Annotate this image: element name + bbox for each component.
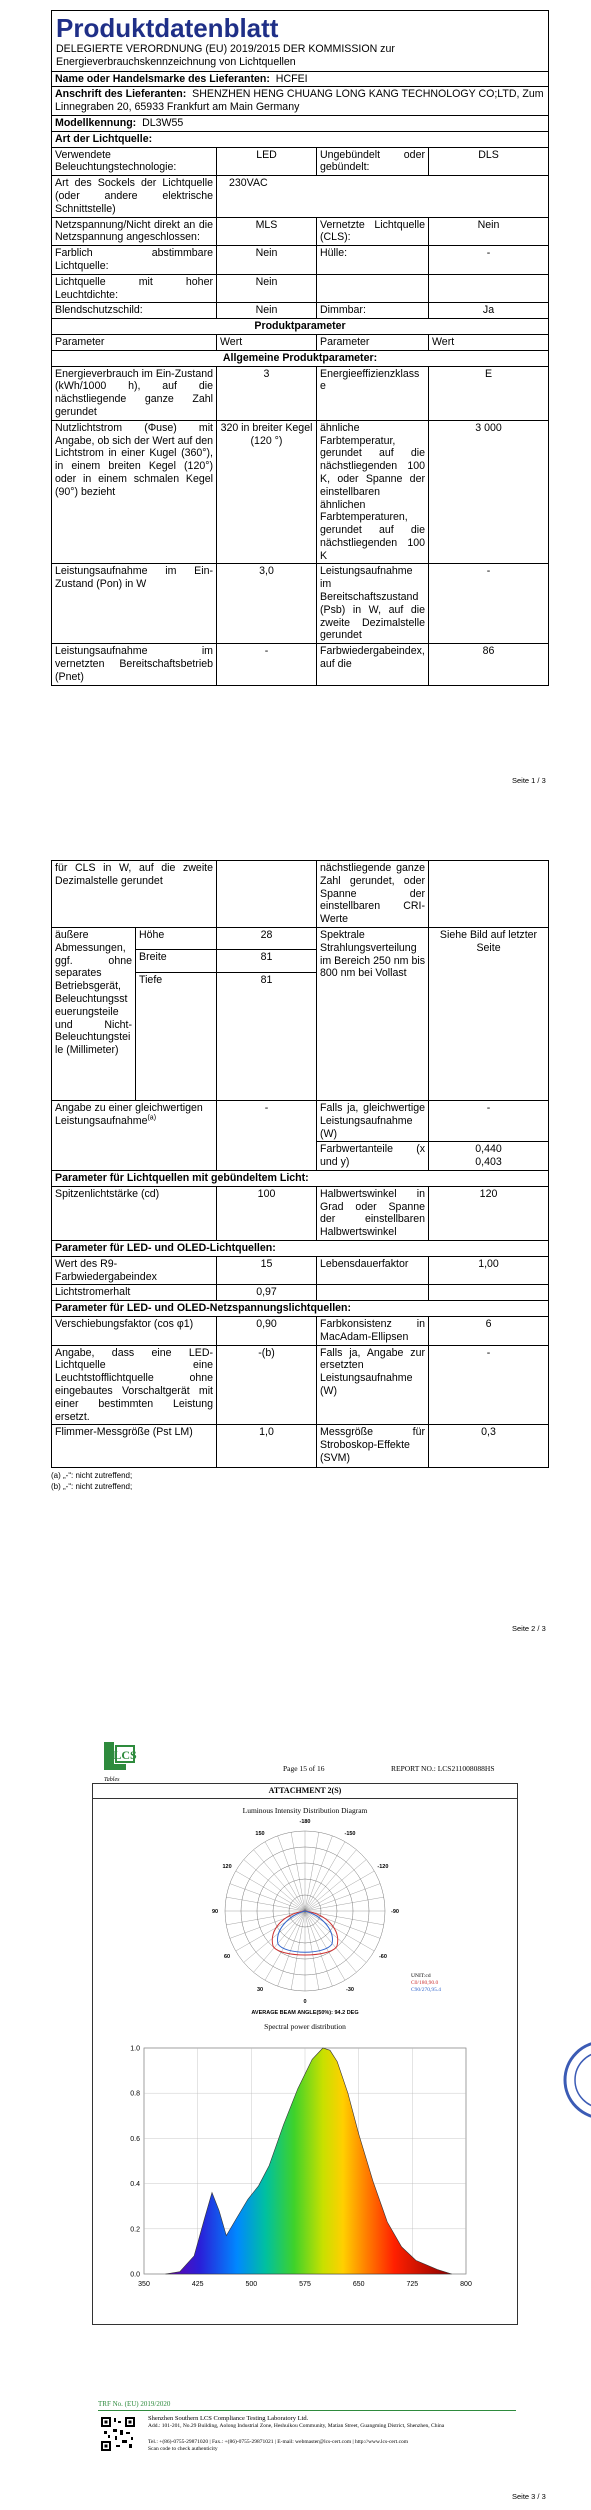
trf-number: TRF No. (EU) 2019/2020 [98,2400,171,2408]
polar-unit: UNIT:cd [411,1973,431,1979]
address-label: Anschrift des Lieferanten: [55,88,187,101]
column-header: Wert [429,334,549,350]
address-value: SHENZHEN HENG CHUANG LONG KANG TECHNOLOGY CO;LTD, Zum Linnegraben 20, 65933 Frankfurt am Main Germany [55,88,544,114]
page-number: Seite 1 / 3 [512,776,546,785]
regulation-text: DELEGIERTE VERORDNUNG (EU) 2019/2015 DER KOMMISSION zur Energieverbrauchskennzeichnung von Lichtquellen [56,43,395,68]
polar-legend-c0: C0/180,90.0 [411,1980,439,1986]
cell-label: Art des Sockels der Lichtquelle (oder andere elektrische Schnittstelle) [52,176,217,217]
table-row [52,303,549,319]
spd-y-tick: 0.6 [130,2135,140,2143]
page-number: Seite 3 / 3 [512,2492,546,2501]
dimension-value: 28 [217,927,317,950]
dimension-value: 81 [217,972,317,1100]
polar-angle-label: 90 [211,1909,219,1915]
polar-angle-label: -30 [346,1986,354,1993]
replace-label: Angabe, dass eine LED-Lichtquelle eine Leuchtstofflichtquelle ohne eingebautes Vorschaltgerät mit einer bestimmten Leistung ersetzt. [52,1345,217,1425]
report-footer-rule [98,2410,516,2411]
polar-legend-c90: C90/270,95.4 [411,1987,441,1993]
cell-value: 230VAC [217,176,549,217]
cell-value: 320 in breiter Kegel (120 °) [217,420,317,564]
table-row [52,366,549,420]
spd-y-tick: 1.0 [130,2045,140,2053]
equiv-right-label: Falls ja, gleichwertige Leistungsaufnahme (W) [317,1100,429,1141]
model-label: Modellkennung: [55,116,137,129]
lab-name: Shenzhen Southern LCS Compliance Testing Laboratory Ltd. [148,2415,309,2422]
cell-label: Farblich abstimmbare Lichtquelle: [52,246,217,275]
cell-label: ähnliche Farbtemperatur, gerundet auf die nächstliegenden 100 K, oder Spanne der einstellbaren ähnlichen Farbtemperaturen, gerundet auf die nächstliegenden 100 K [317,420,429,564]
product-data-table-part2: für CLS in W, auf die zweite Dezimalstelle gerundet nächstliegende ganze Zahl gerundet, oder Spanne der einstellbaren CRI-Werte äußere Abmessungen, ggf. ohne separates Betriebsgerät, Beleuchtungssteuerungsteile und Nicht-Beleuchtungsteile (Millimeter) Höhe 28 Spektrale Strahlungsverteilung im Bereich 250 nm bis 800 nm bei Vollast Siehe Bild auf letzter Seite Breite 81 Tiefe 81 Angabe zu einer gleichwertigen Leistungsaufnahme$^{(a)}$ - Falls ja, gleichwertige Leistungsaufnahme (W) - Farbwertanteile (x und y) 0,440 0,403 Parameter für Lichtquellen mit gebündeltem Licht: Spitzenlichtstärke (cd) 100 Halbwertswinkel in Grad oder Spanne der einstellbaren Halbwertswinkel 120 Parameter für LED- und OLED-Lichtquellen: Wert des R9-Farbwiedergabeindex 15 Lebensdauerfaktor 1,00 Lichtstromerhalt 0,97 Parameter für LED- und OLED-Netzspannungslichtquellen: Verschiebungsfaktor (cos φ1) 0,90 Farbkonsistenz in MacAdam-Ellipsen 6 Angabe, dass eine LED-Lichtquelle eine Leuchtstofflichtquelle ohne eingebautes Vorschaltgerät mit einer bestimmten Leistung ersetzt. -(b) Falls ja, Angabe zur ersetzten Leistungsaufnahme (W) - Flimmer-Messgröße (Pst LM) 1,0 Messgröße für Stroboskop-Effekte (SVM) 0,3 [51,860,549,1468]
cos-phi-label: Verschiebungsfaktor (cos φ1) [52,1316,217,1345]
cell-value: Nein [217,303,317,319]
lumen-maintenance-value: 0,97 [217,1285,317,1301]
table-row [52,564,549,644]
table-row [52,246,549,275]
table-row [52,147,549,176]
logo-subtext: Tables [104,1777,120,1783]
beam-angle-value: 120 [429,1186,549,1240]
macadam-label: Farbkonsistenz in MacAdam-Ellipsen [317,1316,429,1345]
report-page-of: Page 15 of 16 [283,1764,325,1773]
flicker-label: Flimmer-Messgröße (Pst LM) [52,1425,217,1468]
lcs-logo [102,1740,142,1776]
table-row [52,176,549,217]
trademark-value: HCFEI [275,72,308,85]
spd-x-tick: 650 [352,2281,365,2288]
cell-label: Leistungsaufnahme im Bereitschaftszustand (Psb) in W, auf die zweite Dezimalstelle gerundet [317,564,429,644]
lab-contact: Tel.: +(86)-0755-29871020 | Fax.: +(86)-0755-29871021 | E-mail: webmaster@lcs-cert.com | http://www.lcs-cert.com [148,2439,409,2445]
cell-label: Farbwiedergabeindex, auf die [317,644,429,685]
spectral-value: Siehe Bild auf letzter Seite [429,927,549,1100]
page-2 [0,860,591,1660]
dls-params-header: Parameter für Lichtquellen mit gebündeltem Licht: [52,1170,549,1186]
cell-value: 3 000 [429,420,549,564]
polar-angle-label: -120 [377,1864,389,1870]
polar-angle-label: 0 [303,1999,307,2005]
cell-value: E [429,366,549,420]
cell-value: Nein [217,274,317,303]
polar-angle-label: 120 [222,1864,232,1870]
side-stamp [563,2040,591,2120]
cell-label: Verwendete Beleuchtungstechnologie: [52,147,217,176]
dimension-name: Höhe [136,927,217,950]
survival-value: 1,00 [429,1256,549,1285]
lcs-logo-icon [102,1740,142,1776]
equiv-label: Angabe zu einer gleichwertigen Leistungsaufnahme [55,1101,203,1127]
r9-value: 15 [217,1256,317,1285]
led-params-header: Parameter für LED- und OLED-Lichtquellen: [52,1240,549,1256]
equiv-value: - [217,1100,317,1170]
spd-chart [93,2036,517,2316]
cell-value: Nein [217,246,317,275]
polar-angle-label: 150 [255,1831,265,1838]
spectral-label: Spektrale Strahlungsverteilung im Bereich 250 nm bis 800 nm bei Vollast [317,927,429,1100]
cell-label: Vernetzte Lichtquelle (CLS): [317,217,429,246]
logo-text: LCS [113,1748,137,1762]
cell-value: Nein [429,217,549,246]
cell-label: Nutzlichtstrom (Φuse) mit Angabe, ob sich der Wert auf den Lichtstrom in einer Kugel (360°), in einem breiten Kegel (120°) oder in einem schmalen Kegel (90°) bezieht [52,420,217,564]
polar-spoke [305,1860,366,1911]
cell-label: Ungebündelt oder gebündelt: [317,147,429,176]
cell-value: 86 [429,644,549,685]
lumen-maintenance-label: Lichtstromerhalt [52,1285,217,1301]
polar-spoke [254,1911,305,1972]
table-row [52,644,549,685]
beam-angle-label: Halbwertswinkel in Grad oder Spanne der einstellbaren Halbwertswinkel [317,1186,429,1240]
spd-x-tick: 350 [138,2281,150,2288]
macadam-value: 6 [429,1316,549,1345]
spd-chart-title: Spectral power distribution [264,2022,346,2031]
spd-y-tick: 0.4 [130,2181,140,2189]
polar-footer: AVERAGE BEAM ANGLE(50%): 94.2 DEG [251,2010,359,2016]
column-header: Parameter [317,334,429,350]
cell-value: 3 [217,366,317,420]
table-row [52,274,549,303]
polar-angle-label: 30 [256,1986,264,1993]
polar-angle-label: -180 [299,1819,311,1825]
mls-params-header: Parameter für LED- und OLED-Netzspannungslichtquellen: [52,1301,549,1317]
polar-spoke [305,1850,356,1911]
polar-spoke [305,1911,356,1972]
dimension-value: 81 [217,950,317,973]
cell-label: Lichtquelle mit hoher Leuchtdichte: [52,274,217,303]
product-data-table-part1 [51,10,549,686]
svm-label: Messgröße für Stroboskop-Effekte (SVM) [317,1425,429,1468]
polar-angle-label: 60 [223,1954,231,1960]
spd-y-tick: 0.8 [130,2090,140,2098]
model-value: DL3W55 [142,116,184,129]
polar-angle-label: -60 [378,1954,387,1960]
cell-value: 3,0 [217,564,317,644]
polar-chart-title: Luminous Intensity Distribution Diagram [242,1806,368,1815]
cell-value: Ja [429,303,549,319]
cell-label: Dimmbar: [317,303,429,319]
report-number: REPORT NO.: LCS211008088HS [391,1764,495,1773]
cell-label: Netzspannung/Nicht direkt an die Netzspannung angeschlossen: [52,217,217,246]
polar-spoke [244,1860,305,1911]
flicker-value: 1,0 [217,1425,317,1468]
polar-spoke [254,1850,305,1911]
column-header: Wert [217,334,317,350]
cell-label: nächstliegende ganze Zahl gerundet, oder Spanne der einstellbaren CRI-Werte [317,861,429,928]
lab-address: Add.: 101-201, No.29 Building, Aolong Industrial Zone, Heshuikou Community, Matian Street, Guangming District, Shenzhen, China [148,2423,445,2429]
product-params-header: Produktparameter [52,319,549,335]
survival-label: Lebensdauerfaktor [317,1256,429,1285]
polar-angle-label: -90 [391,1909,399,1915]
cell-value: - [429,246,549,275]
spd-x-tick: 500 [245,2281,258,2288]
general-params-header: Allgemeine Produktparameter: [52,350,549,366]
cell-label: Energieverbrauch im Ein-Zustand (kWh/1000 h), auf die nächstliegende ganze Zahl gerundet [52,366,217,420]
cell-label: Leistungsaufnahme im Ein-Zustand (Pon) in W [52,564,217,644]
replace-value: -(b) [217,1345,317,1425]
spd-x-tick: 725 [406,2281,419,2288]
chromaticity-x: 0,440 [475,1143,502,1156]
equiv-right-value: - [429,1100,549,1141]
spd-area [165,2048,451,2274]
trademark-label: Name oder Handelsmarke des Lieferanten: [55,72,270,85]
page-number: Seite 2 / 3 [512,1624,546,1633]
scan-note: Scan code to check authenticity [148,2446,218,2452]
page-title: Produktdatenblatt [56,13,279,43]
qr-code-icon [100,2416,136,2452]
replace-right-label: Falls ja, Angabe zur ersetzten Leistungsaufnahme (W) [317,1345,429,1425]
cell-value: LED [217,147,317,176]
attachment-frame [92,1783,518,2325]
footnote-a: (a) „-“: nicht zutreffend; [51,1471,133,1481]
table-row [52,217,549,246]
cell-value: - [217,644,317,685]
footnote-b: (b) „-“: nicht zutreffend; [51,1482,133,1492]
peak-intensity-label: Spitzenlichtstärke (cd) [52,1186,217,1240]
chromaticity-y: 0,403 [475,1156,502,1169]
light-source-type-header: Art der Lichtquelle: [52,131,549,147]
spd-x-tick: 800 [460,2281,472,2288]
polar-diagram [93,1818,517,2018]
cell-label: für CLS in W, auf die zweite Dezimalstelle gerundet [52,861,217,928]
replace-right-value: - [429,1345,549,1425]
spd-y-tick: 0.2 [130,2226,140,2234]
qr-code [100,2416,136,2452]
peak-intensity-value: 100 [217,1186,317,1240]
cell-value: MLS [217,217,317,246]
spd-y-tick: 0.0 [130,2271,140,2279]
cell-value: DLS [429,147,549,176]
r9-label: Wert des R9-Farbwiedergabeindex [52,1256,217,1285]
cell-value: - [429,564,549,644]
cell-label: Energieeffizienzklasse [317,366,429,420]
attachment-title: ATTACHMENT 2(S) [93,1784,517,1799]
table-row [52,420,549,564]
spd-x-tick: 575 [299,2281,311,2288]
cos-phi-value: 0,90 [217,1316,317,1345]
page-1 [0,0,591,800]
svm-value: 0,3 [429,1425,549,1468]
dimensions-label: äußere Abmessungen, ggf. ohne separates Betriebsgerät, Beleuchtungssteuerungsteile und Nicht-Beleuchtungsteile (Millimeter) [52,927,136,1100]
dimension-name: Tiefe [136,972,217,1100]
polar-angle-label: -150 [344,1831,356,1838]
column-header: Parameter [52,334,217,350]
cell-label: Leistungsaufnahme im vernetzten Bereitschaftsbetrieb (Pnet) [52,644,217,685]
chromaticity-label: Farbwertanteile (x und y) [317,1142,429,1171]
cell-label: Blendschutzschild: [52,303,217,319]
spd-x-tick: 425 [191,2281,204,2288]
cell-label: Hülle: [317,246,429,275]
page-3 [0,1740,591,2510]
dimension-name: Breite [136,950,217,973]
